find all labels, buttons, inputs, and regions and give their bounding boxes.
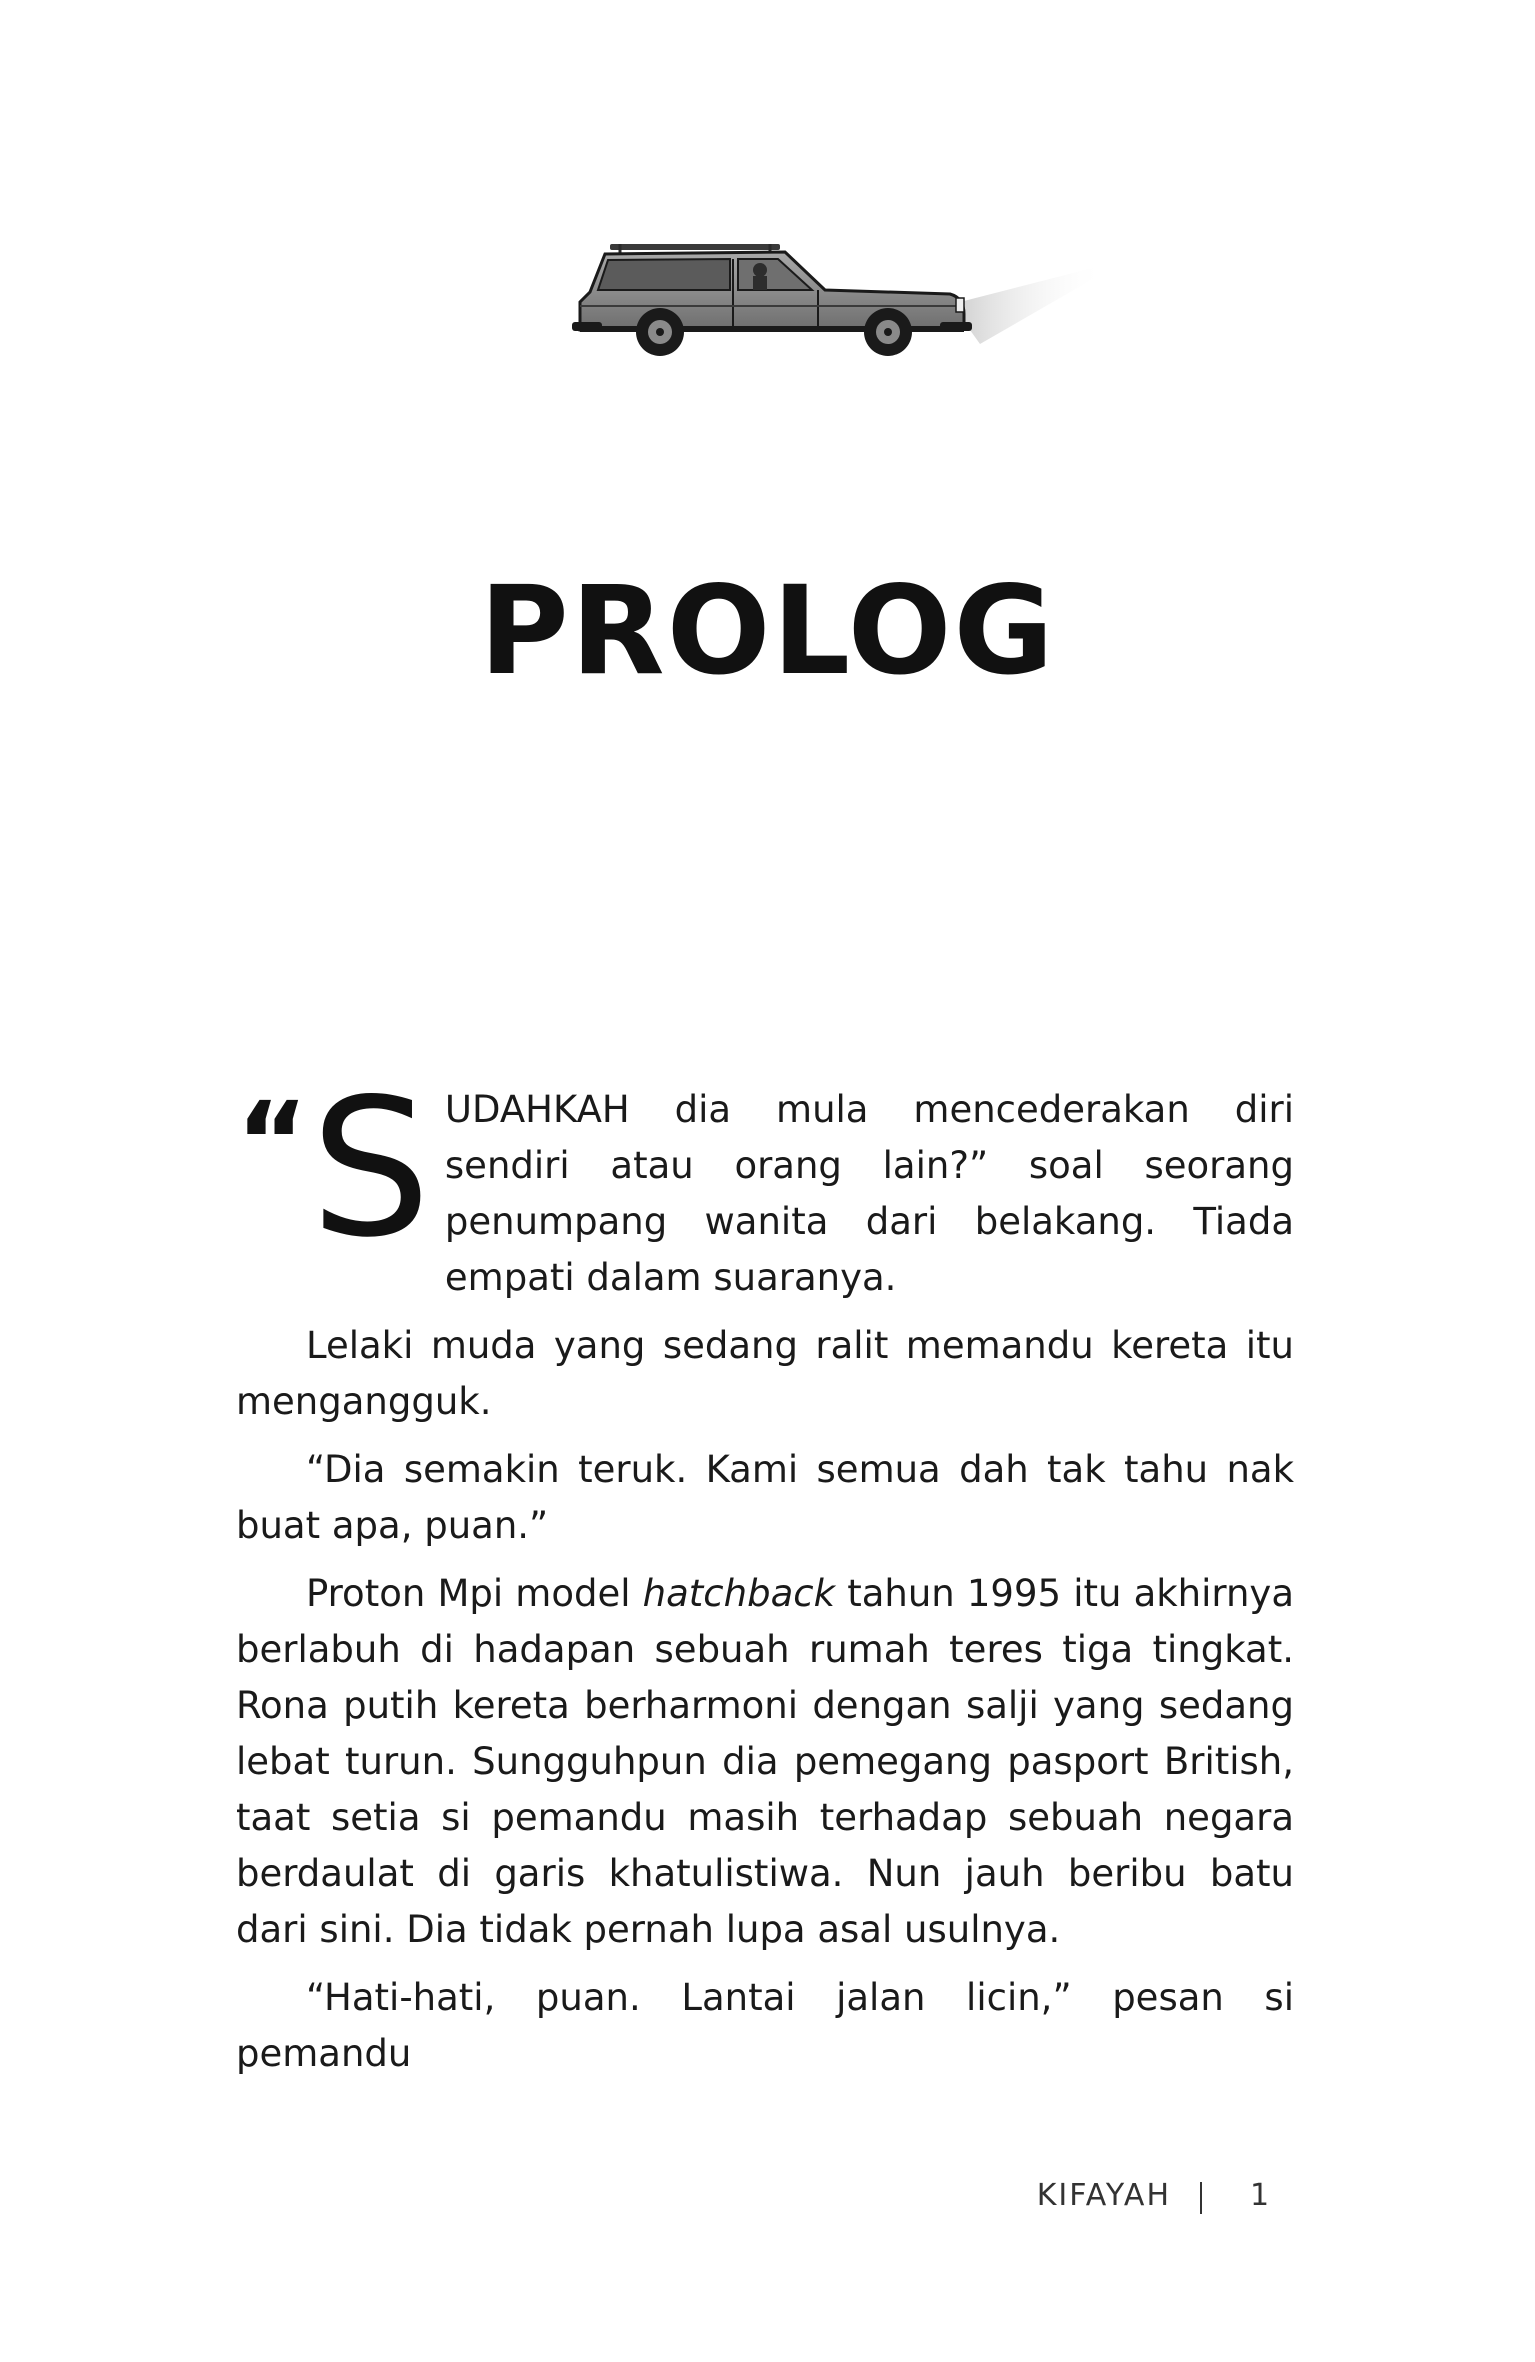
italic-word: hatchback	[642, 1572, 836, 1615]
paragraph: Lelaki muda yang sedang ralit memandu kereta itu mengangguk.	[236, 1324, 1294, 1423]
paragraph: “Dia semakin teruk. Kami semua dah tak tahu nak buat apa, puan.”	[236, 1448, 1294, 1547]
headlight-beam	[960, 266, 1105, 344]
opening-text: UDAHKAH dia mula mencederakan diri sendiri atau orang lain?” soal seorang penumpang wanita dari belakang. Tiada empati dalam suaranya.	[444, 1088, 1294, 1299]
page-number: 1	[1250, 2178, 1270, 2213]
page-footer	[0, 2178, 1535, 2218]
drop-cap-letter: S	[310, 1058, 431, 1279]
car-illustration	[560, 232, 1120, 372]
paragraph-proton	[236, 1566, 1294, 1958]
body-text	[236, 1058, 1294, 2094]
chapter-title: PROLOG	[479, 559, 1056, 702]
opening-paragraph	[236, 1058, 1294, 1306]
footer-divider	[1200, 2182, 1202, 2214]
running-footer-title: KIFAYAH	[1036, 2178, 1171, 2213]
paragraph: “Hati-hati, puan. Lantai jalan licin,” pesan si pemandu	[236, 1976, 1294, 2075]
drop-cap-quote: “	[236, 1078, 309, 1206]
drop-cap	[236, 1058, 431, 1279]
paragraph-text: tahun 1995 itu akhirnya berlabuh di hadapan sebuah rumah teres tiga tingkat. Rona putih kereta berharmoni dengan salji yang sedang lebat turun. Sungguhpun dia pemegang pasport British, taat setia si pemandu masih terhadap sebuah negara berdaulat di garis khatulistiwa. Nun jauh beribu batu dari sini. Dia tidak pernah lupa asal usulnya.	[236, 1572, 1294, 1951]
paragraph-text: Proton Mpi model	[306, 1572, 643, 1615]
